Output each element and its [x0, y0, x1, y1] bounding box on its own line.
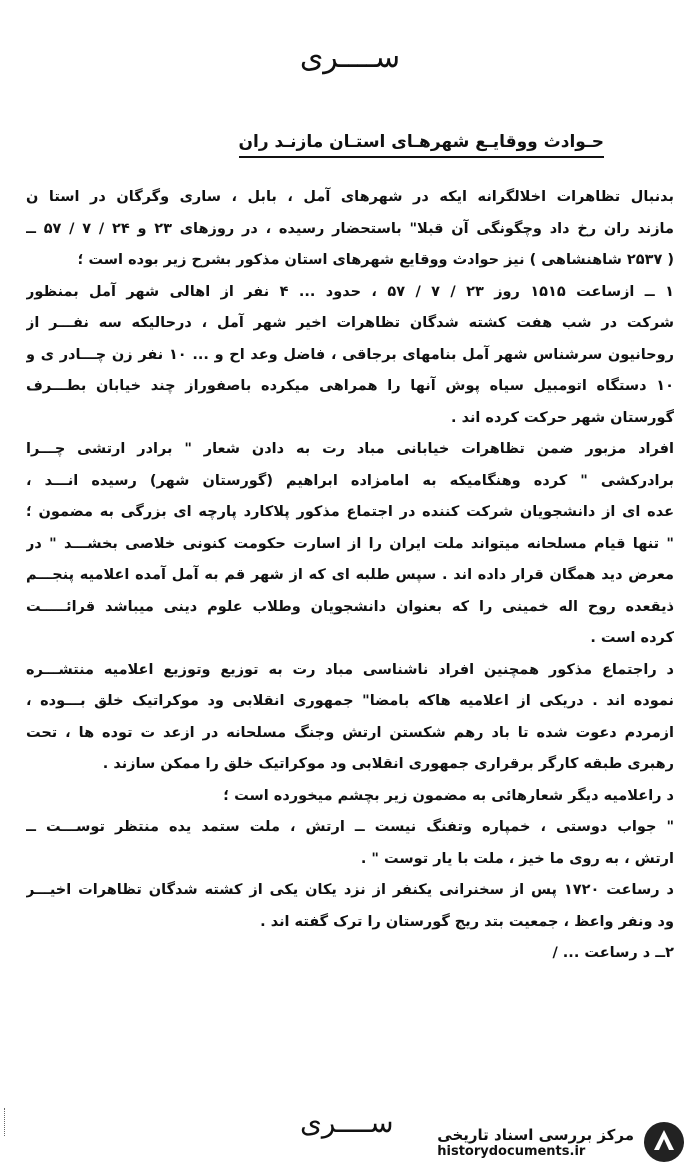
document-body: [26, 182, 674, 970]
body-line: مازند ران رخ داد وچگونگی آن قبلا" باستحضار رسیده ، در روزهای ۲۳ و ۲۴ / ۷ / ۵۷ ــ: [26, 220, 674, 237]
body-line: بدنبال تظاهرات اخلالگرانه ایکه در شهرهای آمل ، بابل ، ساری وگرگان در استا ن: [26, 189, 674, 205]
body-line: ارتش ، به روی ما خیز ، ملت با یار توست " .: [360, 850, 674, 867]
body-line: معرض دید همگان قرار داده اند . سپس طلبه ای که از شهر قم به آمل آمده اعلامیه پنجـــم: [26, 567, 674, 583]
document-heading: حـوادث ووقایـع شهرهـای استـان مازنـد ران: [239, 132, 605, 158]
classification-top: ســــری: [299, 40, 401, 75]
body-line: روحانیون سرشناس شهر آمل بنامهای برجاقی ، فاضل وعد اح و ... ۱۰ نفر زن چـــادر ی و: [26, 346, 674, 363]
body-line: ازمردم دعوت شده تا باد رهم شکستن ارتش وجنگ مسلحانه در ازعد ت توده ها ، تحت: [26, 724, 674, 741]
body-line: رهبری طبقه کارگر برقراری جمهوری انقلابی ود موکراتیک خلق را ممکن سازند .: [102, 756, 674, 772]
body-line: گورستان شهر حرکت کرده اند .: [451, 409, 674, 426]
archive-logo-icon: [642, 1120, 686, 1164]
body-line: افراد مزبور ضمن تظاهرات خیابانی مباد رت به دادن شعار " برادر ارتشی چـــرا: [26, 441, 674, 457]
body-line: د رساعت ۱۷۲۰ پس از سخنرانی یکنفر از نزد یکان یکی از کشته شدگان تظاهرات اخیـــر: [26, 882, 674, 898]
watermark-url: historydocuments.ir: [437, 1143, 586, 1159]
body-line: د راعلامیه دیگر شعارهائی به مضمون زیر بچشم میخورده است ؛: [223, 787, 674, 804]
body-line: ۲ــ د رساعت ... /: [552, 945, 674, 961]
body-line: د راجتماع مذکور همچنین افراد ناشناسی مباد رت به توزیع وتوزیع اعلامیه منتشـــره: [26, 661, 674, 678]
body-line: ( ۲۵۳۷ شاهنشاهی ) نیز حوادث ووقایع شهرهای استان مذکور بشرح زیر بوده است ؛: [77, 252, 674, 268]
body-line: ۱ ــ ازساعت ۱۵۱۵ روز ۲۳ / ۷ / ۵۷ ، حدود ... ۴ نفر از اهالی شهر آمل بمنظور: [26, 283, 674, 300]
body-line: نموده اند . دریکی از اعلامیه هاکه بامضا" جمهوری انقلابی ود موکراتیک خلق بـــوده ،: [26, 693, 674, 709]
body-line: برادرکشی " کرده وهنگامیکه به امامزاده ابراهیم (گورستان شهر) رسیده انـــد ،: [26, 472, 674, 489]
body-line: ود ونفر واعظ ، جمعیت بتد ریج گورستان را ترک گفته اند .: [260, 913, 674, 930]
watermark-title: مرکز بررسی اسناد تاریخی: [437, 1125, 634, 1144]
margin-mark: [4, 1108, 9, 1136]
body-line: عده ای از دانشجویان شرکت کننده در اجتماع مذکور پلاکارد پارچه ای بزرگی به مضمون ؛: [26, 504, 674, 520]
classification-bottom: ســــری: [300, 1106, 394, 1139]
body-line: ۱۰ دستگاه اتومبیل سیاه پوش آنها را همراهی میکرده باصفوراز چند خیابان بطـــرف: [26, 378, 674, 394]
body-line: " تنها قیام مسلحانه میتواند ملت ایران را از اسارت حکومت کنونی خلاصی بخشـــد " در: [26, 535, 674, 552]
body-line: " جواب دوستی ، خمپاره وتفنگ نیست ــ ارتش ، ملت ستمد یده منتظر توســـت ــ: [26, 819, 674, 835]
body-line: ذیقعده روح اله خمینی را که بعنوان دانشجویان وطلاب علوم دینی میباشد قرائـــــت: [26, 598, 674, 615]
watermark: [437, 1120, 686, 1164]
body-line: کرده است .: [590, 630, 674, 646]
body-line: شرکت در شب هفت کشته شدگان تظاهرات اخیر شهر آمل ، درحالیکه سه نفـــر از: [26, 315, 674, 331]
